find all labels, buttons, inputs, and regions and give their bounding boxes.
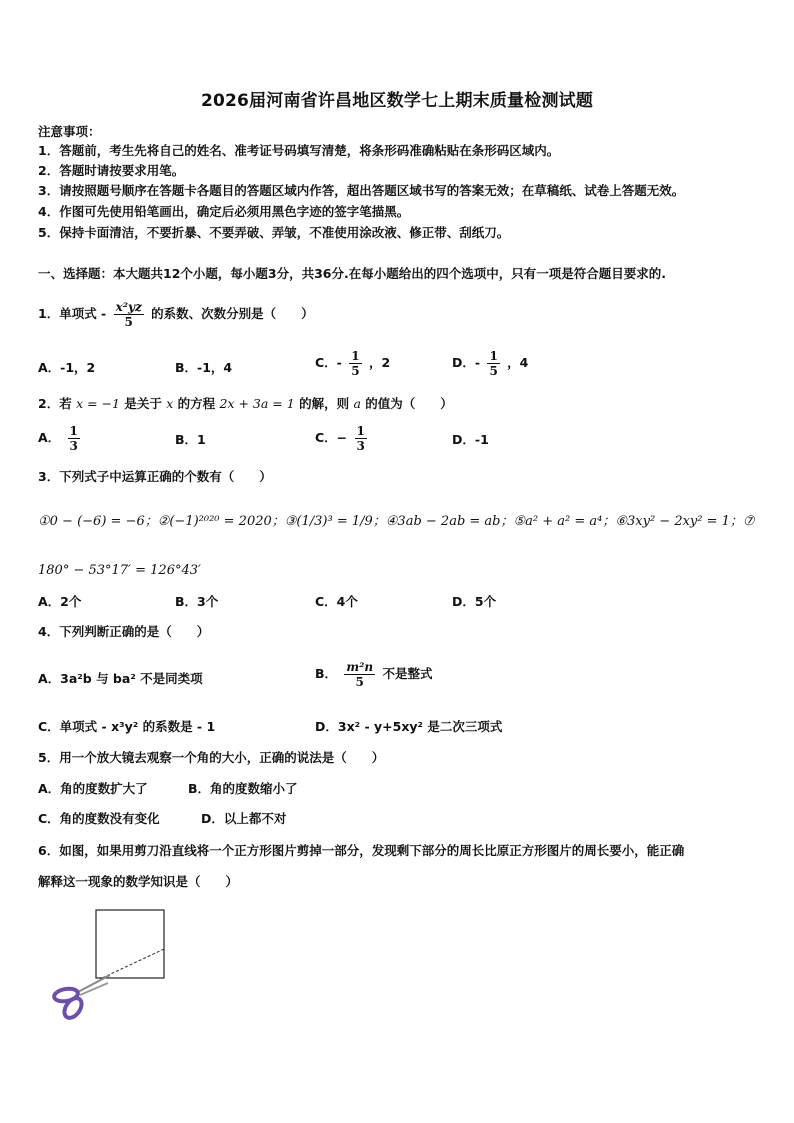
q4-option-b: [315, 660, 432, 689]
q1-option-b: B．-1，4: [175, 360, 233, 375]
q3-option-c: C．4个: [315, 594, 358, 609]
q4-b-suffix: 不是整式: [382, 666, 433, 681]
question-2: [38, 396, 453, 412]
q1-option-a: A．-1，2: [38, 360, 96, 375]
q1-d-fraction: [487, 349, 499, 378]
q1-frac-den: 5: [124, 315, 133, 329]
question-1: [38, 300, 314, 329]
q2-option-b: B．1: [175, 432, 206, 447]
q1-d-suffix: ，4: [507, 355, 529, 370]
q3-expressions: ①0 − (−6) = −6；②(−1)²⁰²⁰ = 2020；③(1/3)³ = 1/9；④3ab − 2ab = ab；⑤a² + a² = a⁴；⑥3xy² − 2xy² = 1；⑦: [38, 514, 755, 529]
q1-d-num: 1: [489, 349, 498, 363]
page-title: 2026届河南省许昌地区数学七上期末质量检测试题: [200, 91, 594, 111]
q3-option-d: D．5个: [452, 594, 497, 609]
question-4: 4．下列判断正确的是（ ）: [38, 624, 210, 639]
square-shape: [96, 910, 164, 978]
q5-option-b: B．角的度数缩小了: [188, 781, 298, 796]
q2-variable-x: x: [166, 396, 174, 411]
q1-d-prefix: D．-: [452, 355, 481, 370]
q2-a-prefix: A．: [38, 430, 61, 445]
q4-b-num: m²n: [346, 660, 374, 674]
q2-equation-1: x = −1: [76, 396, 120, 411]
note-item-4: 4．作图可先使用铅笔画出，确定后必须用黑色字迹的签字笔描黑。: [38, 204, 410, 219]
q1-frac-num: x²yz: [115, 300, 142, 314]
note-item-5: 5．保持卡面清洁，不要折暴、不要弄破、弄皱，不准使用涂改液、修正带、刮纸刀。: [38, 225, 510, 240]
q2-option-c: [315, 424, 370, 453]
note-item-3: 3．请按照题号顺序在答题卡各题目的答题区域内作答，超出答题区域书写的答案无效；在草稿纸、试卷上答题无效。: [38, 183, 685, 198]
q2-option-d: D．-1: [452, 432, 489, 447]
q4-b-prefix: B．: [315, 666, 338, 681]
q2-c-den: 3: [356, 439, 365, 453]
q2-a-fraction: [68, 424, 80, 453]
q4-b-fraction: [344, 660, 375, 689]
q1-c-prefix: C．-: [315, 355, 342, 370]
q3-expression-7: 180° − 53°17′ = 126°43′: [38, 563, 201, 578]
question-3: 3．下列式子中运算正确的个数有（ ）: [38, 469, 272, 484]
q2-text-b: 是关于: [124, 396, 162, 411]
q2-text-c: 的方程: [177, 396, 216, 411]
q2-a-den: 3: [69, 439, 78, 453]
square-cut-figure: [48, 905, 178, 1030]
q2-c-prefix: C．−: [315, 430, 348, 445]
notes-heading: 注意事项：: [38, 124, 101, 139]
q2-variable-a: a: [353, 396, 361, 411]
q1-c-suffix: ，2: [368, 355, 391, 370]
q1-d-den: 5: [489, 364, 498, 378]
q5-option-a: A．角的度数扩大了: [38, 781, 148, 796]
q4-b-den: 5: [355, 675, 364, 689]
q2-c-num: 1: [356, 424, 365, 438]
q5-option-d: D．以上都不对: [201, 811, 287, 826]
q4-option-c: C．单项式 - x³y² 的系数是 - 1: [38, 719, 216, 734]
scissors-icon: [53, 975, 110, 1021]
q3-option-b: B．3个: [175, 594, 219, 609]
q1-c-den: 5: [351, 364, 360, 378]
q2-text-e: 的值为（ ）: [365, 396, 453, 411]
question-6-line-2: 解释这一现象的数学知识是（ ）: [38, 874, 239, 889]
q1-option-d: [452, 349, 528, 378]
question-5: 5．用一个放大镜去观察一个角的大小，正确的说法是（ ）: [38, 750, 385, 765]
q1-c-fraction: [349, 349, 361, 378]
q2-text-a: 2．若: [38, 396, 72, 411]
q2-option-a: [38, 424, 83, 453]
q2-c-fraction: [355, 424, 367, 453]
q1-prefix: 1．单项式 -: [38, 306, 107, 321]
q1-c-num: 1: [351, 349, 360, 363]
q1-option-c: [315, 349, 390, 378]
q2-equation-2: 2x + 3a = 1: [219, 396, 295, 411]
q1-fraction: [114, 300, 144, 329]
note-item-1: 1．答题前，考生先将自己的姓名、准考证号码填写清楚，将条形码准确粘贴在条形码区域内。: [38, 143, 560, 158]
q3-option-a: A．2个: [38, 594, 82, 609]
q4-option-a: A．3a²b 与 ba² 不是同类项: [38, 671, 203, 686]
question-6-line-1: 6．如图，如果用剪刀沿直线将一个正方形图片剪掉一部分，发现剩下部分的周长比原正方形图片的周长要小，能正确: [38, 843, 685, 858]
q2-a-num: 1: [69, 424, 78, 438]
note-item-2: 2．答题时请按要求用笔。: [38, 163, 185, 178]
section-heading: 一、选择题：本大题共12个小题，每小题3分，共36分.在每小题给出的四个选项中，只有一项是符合题目要求的.: [38, 266, 666, 281]
q5-option-c: C．角的度数没有变化: [38, 811, 160, 826]
q2-text-d: 的解，则: [299, 396, 350, 411]
q4-option-d: D．3x² - y+5xy² 是二次三项式: [315, 719, 503, 734]
q1-suffix: 的系数、次数分别是（ ）: [151, 306, 314, 321]
